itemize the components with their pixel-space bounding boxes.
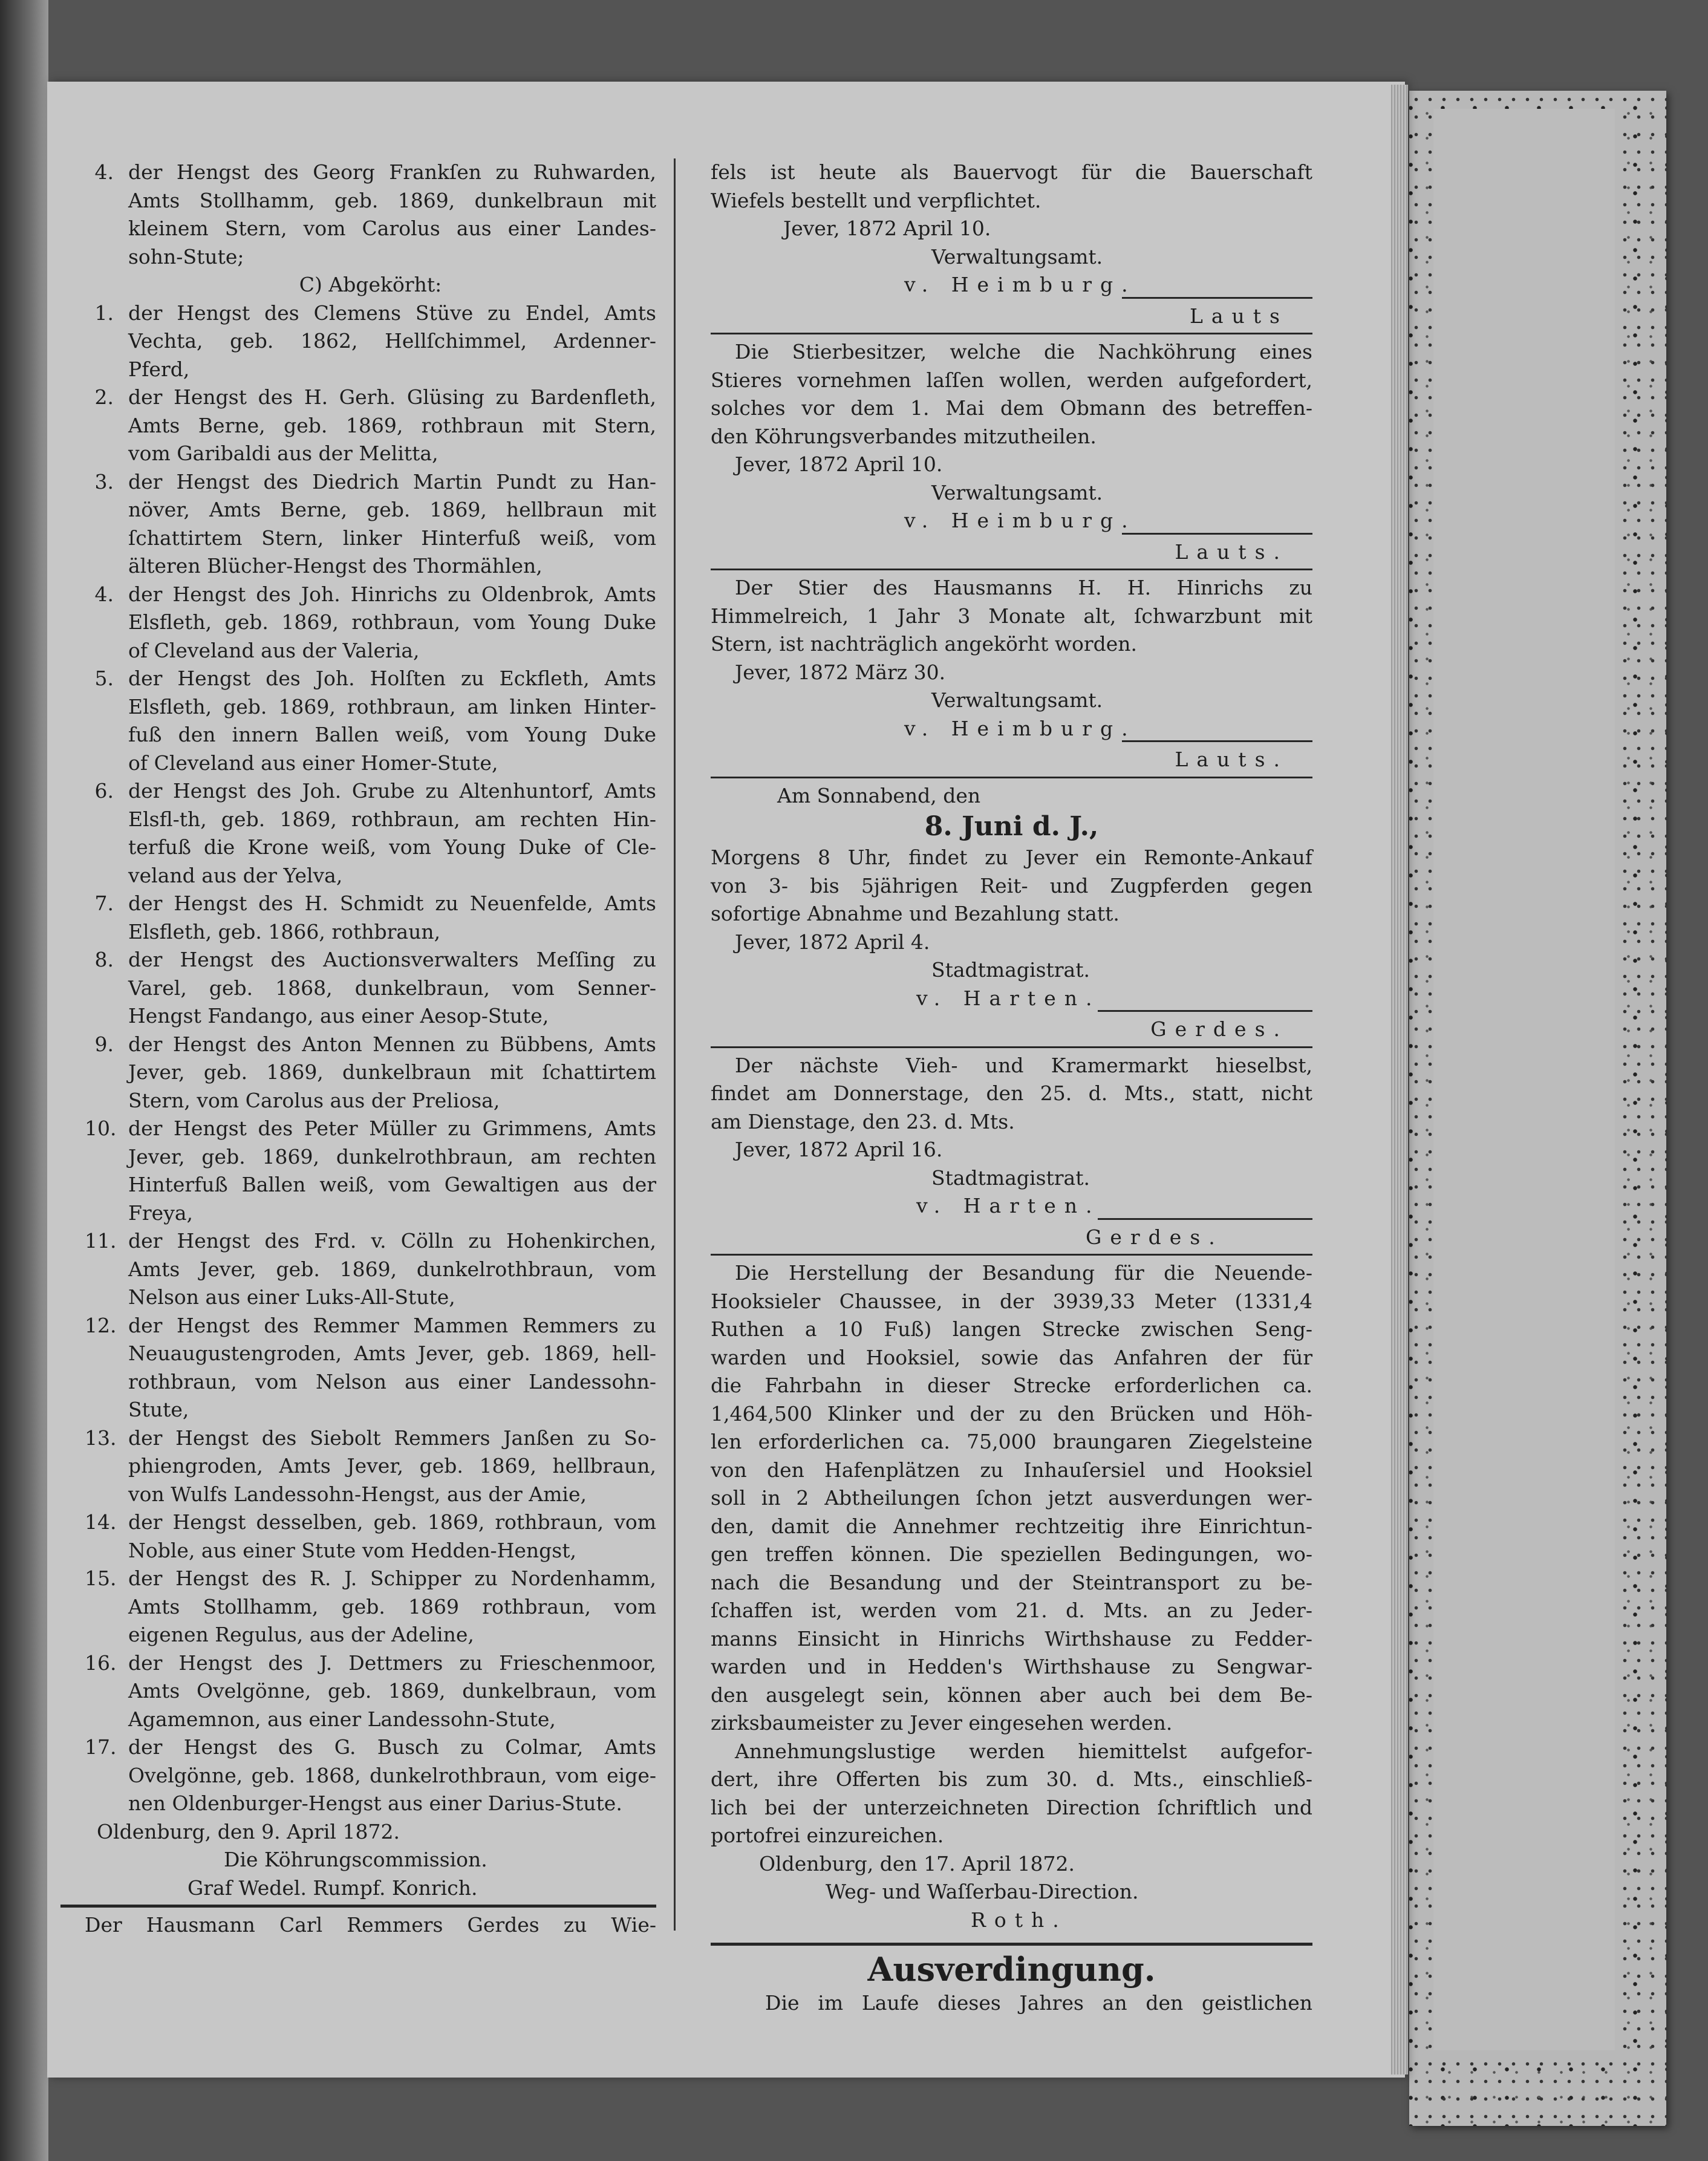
notice-date: Jever, 1872 April 16. [735, 1138, 943, 1161]
separator-rule [711, 569, 1312, 570]
entry-number: 6. [94, 779, 114, 803]
text-line: of Cleveland aus der Valeria, [128, 638, 420, 662]
notice-date: Oldenburg, den 17. April 1872. [759, 1851, 1075, 1876]
text-line: dert, ihre Offerten bis zum 30. d. Mts., einschließ- [711, 1767, 1312, 1791]
separator-rule [711, 1943, 1312, 1946]
list-item [85, 1031, 656, 1115]
text-line: Varel, geb. 1868, dunkelbraun, vom Senner- [128, 976, 656, 1000]
separator-rule [711, 1046, 1312, 1048]
signature-rule [1122, 740, 1312, 742]
list-item [85, 1565, 656, 1649]
text-line: Stieres vornehmen laſſen wollen, werden aufgefordert, [711, 368, 1312, 392]
notice-date: Jever, 1872 April 4. [735, 930, 930, 954]
text-line: findet am Donnerstage, den 25. d. Mts., statt, nicht [711, 1081, 1312, 1105]
text-line: Nelson aus einer Luks-All-Stute, [128, 1285, 455, 1309]
list-item [85, 1115, 656, 1227]
text-line: ſchattirtem Stern, linker Hinterfuß weiß, vom [128, 526, 656, 550]
text-line: Himmelreich, 1 Jahr 3 Monate alt, ſchwarzbunt mit [711, 604, 1312, 628]
notice-signer: v. Heimburg. [904, 273, 1136, 296]
list-item [85, 890, 656, 946]
list-item [85, 777, 656, 890]
text-line: der Hengst des H. Schmidt zu Neuenfelde, Amts [128, 891, 656, 915]
text-line: der Hengst des Siebolt Remmers Janßen zu So- [128, 1426, 656, 1450]
notice-clerk: Gerdes. [1086, 1225, 1224, 1249]
notice-office: Stadtmagistrat. [931, 958, 1090, 982]
left-column [85, 158, 656, 1940]
text-line: der Hengst des Georg Frankſen zu Ruhwarden, [128, 160, 656, 184]
entry-number: 8. [94, 948, 114, 971]
text-line: der Hengst des Joh. Grube zu Altenhuntorf, Amts [128, 779, 656, 803]
text-line: der Hengst des R. J. Schipper zu Nordenhamm, [128, 1566, 656, 1590]
text-line: Wiefels bestellt und verpflichtet. [711, 188, 1041, 212]
entry-number: 14. [85, 1510, 117, 1534]
text-line: der Hengst des G. Busch zu Colmar, Amts [128, 1735, 656, 1759]
notice-date: Jever, 1872 April 10. [783, 217, 991, 240]
headline: Ausverdingung. [867, 1950, 1156, 1989]
signature-rule [1122, 297, 1312, 299]
text-line: Die im Laufe dieses Jahres an den geistlichen [765, 1991, 1312, 2015]
text-line: Hengst Fandango, aus einer Aesop-Stute, [128, 1004, 549, 1028]
entry-number: 9. [94, 1032, 114, 1056]
notice-office: Stadtmagistrat. [931, 1165, 1090, 1190]
notice-body [711, 1259, 1312, 1850]
section-heading: C) Abgekörht: [299, 273, 442, 296]
text-line: der Hengst des Peter Müller zu Grimmens, Amts [128, 1116, 656, 1140]
text-line: Jever, geb. 1869, dunkelrothbraun, am rechten [128, 1144, 656, 1169]
text-line: Amts Stollhamm, geb. 1869, dunkelbraun mit [128, 188, 656, 212]
text-line: Annehmungslustige werden hiemittelst aufgefor- [735, 1739, 1312, 1763]
entry-number: 3. [94, 469, 114, 494]
text-line: der Hengst des Remmer Mammen Remmers zu [128, 1313, 656, 1337]
text-line: Amts Stollhamm, geb. 1869 rothbraun, vom [128, 1594, 656, 1618]
signature-rule [1098, 1010, 1312, 1012]
notice-office: Verwaltungsamt. [931, 688, 1103, 712]
text-line: den ausgelegt sein, können aber auch bei dem Be- [711, 1683, 1312, 1707]
text-line: Freya, [128, 1201, 194, 1225]
list-item [85, 468, 656, 581]
separator-rule [711, 777, 1312, 778]
notice-signer: Roth. [971, 1908, 1068, 1932]
page-edge [1391, 85, 1408, 2075]
notice-clerk: Lauts. [1175, 748, 1288, 771]
separator-rule [711, 1254, 1312, 1256]
text-line: Elsfleth, geb. 1869, rothbraun, am linken Hinter- [128, 694, 656, 719]
entry-number: 4. [94, 160, 114, 184]
text-line: Neuaugustengroden, Amts Jever, geb. 1869, hell- [128, 1341, 656, 1365]
book-spine [0, 0, 48, 2161]
list-item [85, 1312, 656, 1424]
text-line: der Hengst des Diedrich Martin Pundt zu Han- [128, 469, 656, 494]
entry-number: 16. [85, 1651, 117, 1675]
right-column [711, 158, 1312, 2018]
notice-office: Verwaltungsamt. [931, 244, 1103, 269]
entry-number: 11. [85, 1229, 117, 1253]
notice-signer: v. Heimburg. [904, 509, 1136, 532]
text-line: 1,464,500 Klinker und der zu den Brücken und Höh- [711, 1401, 1312, 1426]
notice-clerk: Gerdes. [1150, 1017, 1288, 1041]
text-line: vom Garibaldi aus der Melitta, [128, 442, 438, 465]
text-line: Amts Berne, geb. 1869, rothbraun mit Stern, [128, 413, 656, 437]
text-line: die Fahrbahn in dieser Strecke erforderlichen ca. [711, 1374, 1312, 1397]
text-line: soll in 2 Abtheilungen ſchon jetzt ausverdungen wer- [711, 1486, 1312, 1510]
text-line: warden und in Hedden's Wirthshause zu Sengwar- [711, 1655, 1312, 1678]
text-line: portofrei einzureichen. [711, 1824, 944, 1847]
text-line: Noble, aus einer Stute vom Hedden-Hengst, [128, 1538, 576, 1562]
list-item [85, 299, 656, 384]
notice-office: Weg- und Waſſerbau-Direction. [826, 1880, 1139, 1903]
text-line: Morgens 8 Uhr, findet zu Jever ein Remonte-Ankauf [711, 846, 1312, 869]
signature-rule [1122, 533, 1312, 535]
text-line: der Hengst des Auctionsverwalters Meſſing zu [128, 948, 656, 971]
entry-number: 4. [94, 582, 114, 606]
text-line: nen Oldenburger-Hengst aus einer Darius-Stute. [128, 1791, 622, 1815]
notice-date: Jever, 1872 März 30. [735, 660, 946, 684]
list-item [85, 1424, 656, 1509]
entry-list [85, 299, 656, 1818]
text-line: eigenen Regulus, aus der Adeline, [128, 1623, 474, 1646]
text-line: Amts Jever, geb. 1869, dunkelrothbraun, vom [128, 1257, 656, 1281]
text-line: Pferd, [128, 357, 190, 381]
text-line: von den Hafenplätzen zu Inhauſersiel und Hooksiel [711, 1458, 1312, 1482]
text-line: Hinterfuß Ballen weiß, vom Gewaltigen aus der [128, 1173, 656, 1196]
list-item [85, 158, 656, 271]
text-line: fuß den innern Ballen weiß, vom Young Duke [128, 723, 656, 746]
text-line: der Hengst des J. Dettmers zu Frieschenmoor, [128, 1651, 656, 1675]
text-line: Ovelgönne, geb. 1868, dunkelrothbraun, vom eige- [128, 1763, 656, 1787]
text-line: növer, Amts Berne, geb. 1869, hellbraun mit [128, 498, 656, 521]
text-line: Elsfleth, geb. 1866, rothbraun, [128, 919, 441, 944]
entry-number: 1. [94, 301, 114, 325]
column-divider [674, 158, 676, 1931]
text-line: der Hengst des Joh. Holſten zu Eckfleth, Amts [128, 667, 656, 690]
next-notice-start: Der Hausmann Carl Remmers Gerdes zu Wie- [85, 1913, 656, 1937]
text-line: den Köhrungsverbandes mitzutheilen. [711, 424, 1097, 448]
text-line: veland aus der Yelva, [128, 863, 343, 887]
text-line: der Hengst des Anton Mennen zu Bübbens, Amts [128, 1032, 656, 1056]
text-line: Die Stierbesitzer, welche die Nachköhrung eines [735, 340, 1312, 363]
notice-clerk: Lauts [1189, 304, 1288, 328]
text-line: Jever, geb. 1869, dunkelbraun mit ſchattirtem [128, 1060, 656, 1084]
list-item [85, 946, 656, 1031]
notice-signer: v. Heimburg. [904, 716, 1136, 740]
notice-signer: v. Harten. [916, 986, 1101, 1010]
text-line: am Dienstage, den 23. d. Mts. [711, 1109, 1015, 1133]
text-line: zirksbaumeister zu Jever eingesehen werden. [711, 1711, 1173, 1735]
text-line: of Cleveland aus einer Homer-Stute, [128, 751, 498, 775]
closing-body: Die Köhrungscommission. [224, 1848, 487, 1871]
list-item [85, 1649, 656, 1734]
entry-number: 17. [85, 1735, 117, 1759]
text-line: ſchaffen ist, werden vom 21. d. Mts. an zu Jeder- [711, 1599, 1312, 1622]
text-line: sofortige Abnahme und Bezahlung statt. [711, 902, 1120, 925]
signature-rule [1098, 1218, 1312, 1220]
text-line: Amts Ovelgönne, geb. 1869, dunkelbraun, vom [128, 1679, 656, 1703]
entry-number: 5. [94, 667, 114, 690]
text-line: der Hengst des H. Gerh. Glüsing zu Bardenfleth, [128, 385, 656, 409]
list-item [85, 1733, 656, 1818]
list-item [85, 1508, 656, 1565]
text-line: älteren Blücher-Hengst des Thormählen, [128, 554, 543, 578]
text-line: Stern, ist nachträglich angekörht worden. [711, 632, 1137, 656]
notice-signer: v. Harten. [916, 1194, 1101, 1217]
notice-date: Jever, 1872 April 10. [735, 452, 943, 476]
text-line: Stute, [128, 1398, 189, 1421]
text-line: Agamemnon, aus einer Landessohn-Stute, [128, 1707, 556, 1731]
text-line: Elsfleth, geb. 1869, rothbraun, vom Young Duke [128, 610, 656, 634]
list-item [85, 581, 656, 665]
notice-clerk: Lauts. [1175, 539, 1288, 564]
closing-place-date: Oldenburg, den 9. April 1872. [97, 1819, 400, 1843]
notice-office: Verwaltungsamt. [931, 480, 1103, 504]
text-line: von 3- bis 5jährigen Reit- und Zugpferden gegen [711, 873, 1312, 898]
list-item [85, 1227, 656, 1312]
text-line: Der nächste Vieh- und Kramermarkt hieselbst, [735, 1053, 1312, 1077]
text-line: Ruthen a 10 Fuß) langen Strecke zwischen Seng- [711, 1317, 1312, 1341]
text-line: der Hengst des Joh. Hinrichs zu Oldenbrok, Amts [128, 582, 656, 606]
entry-number: 7. [94, 891, 114, 915]
book-cover-inner [1433, 109, 1615, 2050]
text-line: warden und Hooksiel, sowie das Anfahren der für [711, 1345, 1312, 1369]
text-line: der Hengst des Frd. v. Cölln zu Hohenkirchen, [128, 1229, 656, 1253]
list-item [85, 383, 656, 468]
entry-number: 2. [94, 385, 114, 409]
text-line: len erforderlichen ca. 75,000 braungaren Ziegelsteine [711, 1430, 1312, 1453]
text-line: manns Einsicht in Hinrichs Wirthshause zu Fedder- [711, 1626, 1312, 1651]
text-line: nach die Besandung und der Steintransport zu be- [711, 1570, 1312, 1594]
closing-names: Graf Wedel. Rumpf. Konrich. [187, 1876, 478, 1900]
notice-intro: Am Sonnabend, den [777, 783, 981, 807]
notice-big-date: 8. Juni d. J., [924, 811, 1099, 842]
text-line: den, damit die Annehmer rechtzeitig ihre Einrichtun- [711, 1514, 1312, 1538]
text-line: terfuß die Krone weiß, vom Young Duke of Cle- [128, 835, 656, 859]
text-line: Stern, vom Carolus aus der Preliosa, [128, 1088, 500, 1112]
entry-number: 10. [85, 1116, 117, 1140]
text-line: rothbraun, vom Nelson aus einer Landessohn- [128, 1369, 656, 1393]
list-item [85, 665, 656, 777]
text-line: solches vor dem 1. Mai dem Obmann des betreffen- [711, 396, 1312, 420]
text-line: sohn-Stute; [128, 244, 244, 269]
text-line: Der Stier des Hausmanns H. H. Hinrichs zu [735, 576, 1312, 599]
text-line: der Hengst desselben, geb. 1869, rothbraun, vom [128, 1510, 656, 1534]
text-line: phiengroden, Amts Jever, geb. 1869, hellbraun, [128, 1454, 656, 1478]
text-line: Die Herstellung der Besandung für die Neuende- [735, 1261, 1312, 1285]
text-line: kleinem Stern, vom Carolus aus einer Landes- [128, 217, 656, 240]
separator-rule [60, 1905, 656, 1908]
text-line: von Wulfs Landessohn-Hengst, aus der Amie, [128, 1482, 587, 1506]
entry-number: 12. [85, 1313, 117, 1337]
text-line: Hooksieler Chaussee, in der 3939,33 Meter (1331,4 [711, 1289, 1312, 1313]
text-line: Elsfl-th, geb. 1869, rothbraun, am rechten Hin- [128, 807, 656, 831]
text-line: fels ist heute als Bauervogt für die Bauerschaft [711, 160, 1312, 184]
text-line: der Hengst des Clemens Stüve zu Endel, Amts [128, 301, 656, 325]
entry-number: 13. [85, 1426, 117, 1450]
text-line: lich bei der unterzeichneten Direction ſchriftlich und [711, 1795, 1312, 1819]
separator-rule [711, 333, 1312, 334]
entry-number: 15. [85, 1566, 117, 1590]
text-line: gen treffen können. Die speziellen Bedingungen, wo- [711, 1542, 1312, 1566]
text-line: Vechta, geb. 1862, Hellſchimmel, Ardenner- [128, 329, 656, 353]
